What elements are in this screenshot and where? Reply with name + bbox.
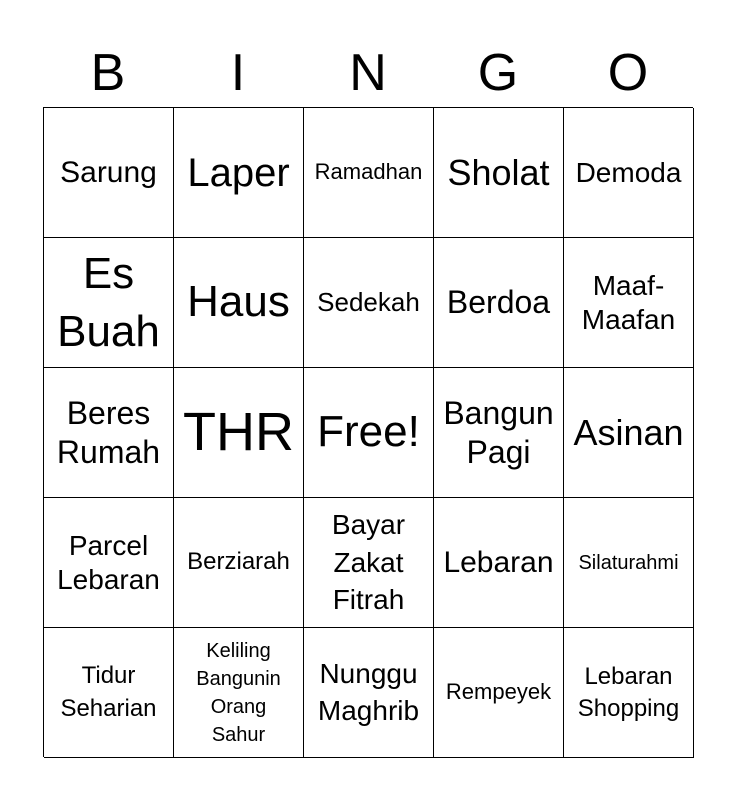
bingo-cell[interactable] — [564, 498, 694, 628]
cell-label: Ramadhan — [314, 159, 423, 185]
bingo-cell[interactable] — [434, 108, 564, 238]
cell-label: Parcel Lebaran — [57, 529, 160, 595]
bingo-cell[interactable] — [174, 108, 304, 238]
cell-label: Bangun Pagi — [443, 395, 554, 470]
cell-label: Bayar Zakat Fitrah — [331, 508, 406, 616]
bingo-cell[interactable] — [44, 498, 174, 628]
bingo-cell[interactable] — [564, 238, 694, 368]
cell-label: Sarung — [60, 156, 157, 189]
cell-label: Es Buah — [57, 249, 160, 356]
header-letter-i: I — [230, 44, 246, 102]
cell-label: Haus — [187, 277, 290, 327]
bingo-cell[interactable] — [174, 498, 304, 628]
bingo-cell[interactable] — [174, 368, 304, 498]
bingo-board — [43, 107, 693, 757]
cell-label: Demoda — [575, 156, 682, 188]
bingo-cell[interactable] — [434, 628, 564, 758]
bingo-cell[interactable] — [304, 108, 434, 238]
bingo-cell[interactable] — [304, 628, 434, 758]
cell-label: THR — [183, 401, 294, 462]
header-letter-g: G — [477, 44, 519, 102]
bingo-cell[interactable] — [434, 368, 564, 498]
cell-label: Keliling Bangunin Orang Sahur — [196, 639, 281, 746]
bingo-cell[interactable] — [434, 238, 564, 368]
bingo-cell[interactable] — [44, 238, 174, 368]
bingo-cell[interactable] — [564, 368, 694, 498]
cell-label: Beres Rumah — [56, 395, 161, 470]
bingo-cell[interactable] — [44, 108, 174, 238]
bingo-cell[interactable] — [44, 628, 174, 758]
cell-label: Lebaran Shopping — [577, 663, 680, 722]
header-letter-b: B — [90, 44, 126, 102]
bingo-cell[interactable] — [304, 498, 434, 628]
cell-label: Nunggu Maghrib — [317, 658, 420, 726]
header-letter-n: N — [349, 44, 387, 102]
bingo-cell[interactable] — [564, 108, 694, 238]
cell-label: Lebaran — [443, 546, 554, 579]
cell-label: Berziarah — [187, 548, 290, 576]
cell-label: Rempeyek — [445, 679, 552, 705]
cell-label: Berdoa — [446, 284, 551, 321]
cell-label: Asinan — [573, 411, 684, 453]
bingo-cell-free[interactable] — [304, 368, 434, 498]
cell-label: Maaf-Maafan — [581, 269, 676, 335]
cell-label: Laper — [187, 150, 290, 195]
bingo-cell[interactable] — [44, 368, 174, 498]
bingo-cell[interactable] — [174, 238, 304, 368]
cell-label: Free! — [317, 407, 420, 457]
cell-label: Sedekah — [317, 287, 420, 318]
cell-label: Sholat — [447, 151, 550, 193]
header-letter-o: O — [607, 44, 649, 102]
cell-label: Tidur Seharian — [60, 662, 157, 722]
bingo-cell[interactable] — [304, 238, 434, 368]
cell-label: Silaturahmi — [578, 551, 679, 574]
bingo-cell[interactable] — [434, 498, 564, 628]
bingo-header — [43, 40, 693, 106]
bingo-cell[interactable] — [174, 628, 304, 758]
bingo-cell[interactable] — [564, 628, 694, 758]
